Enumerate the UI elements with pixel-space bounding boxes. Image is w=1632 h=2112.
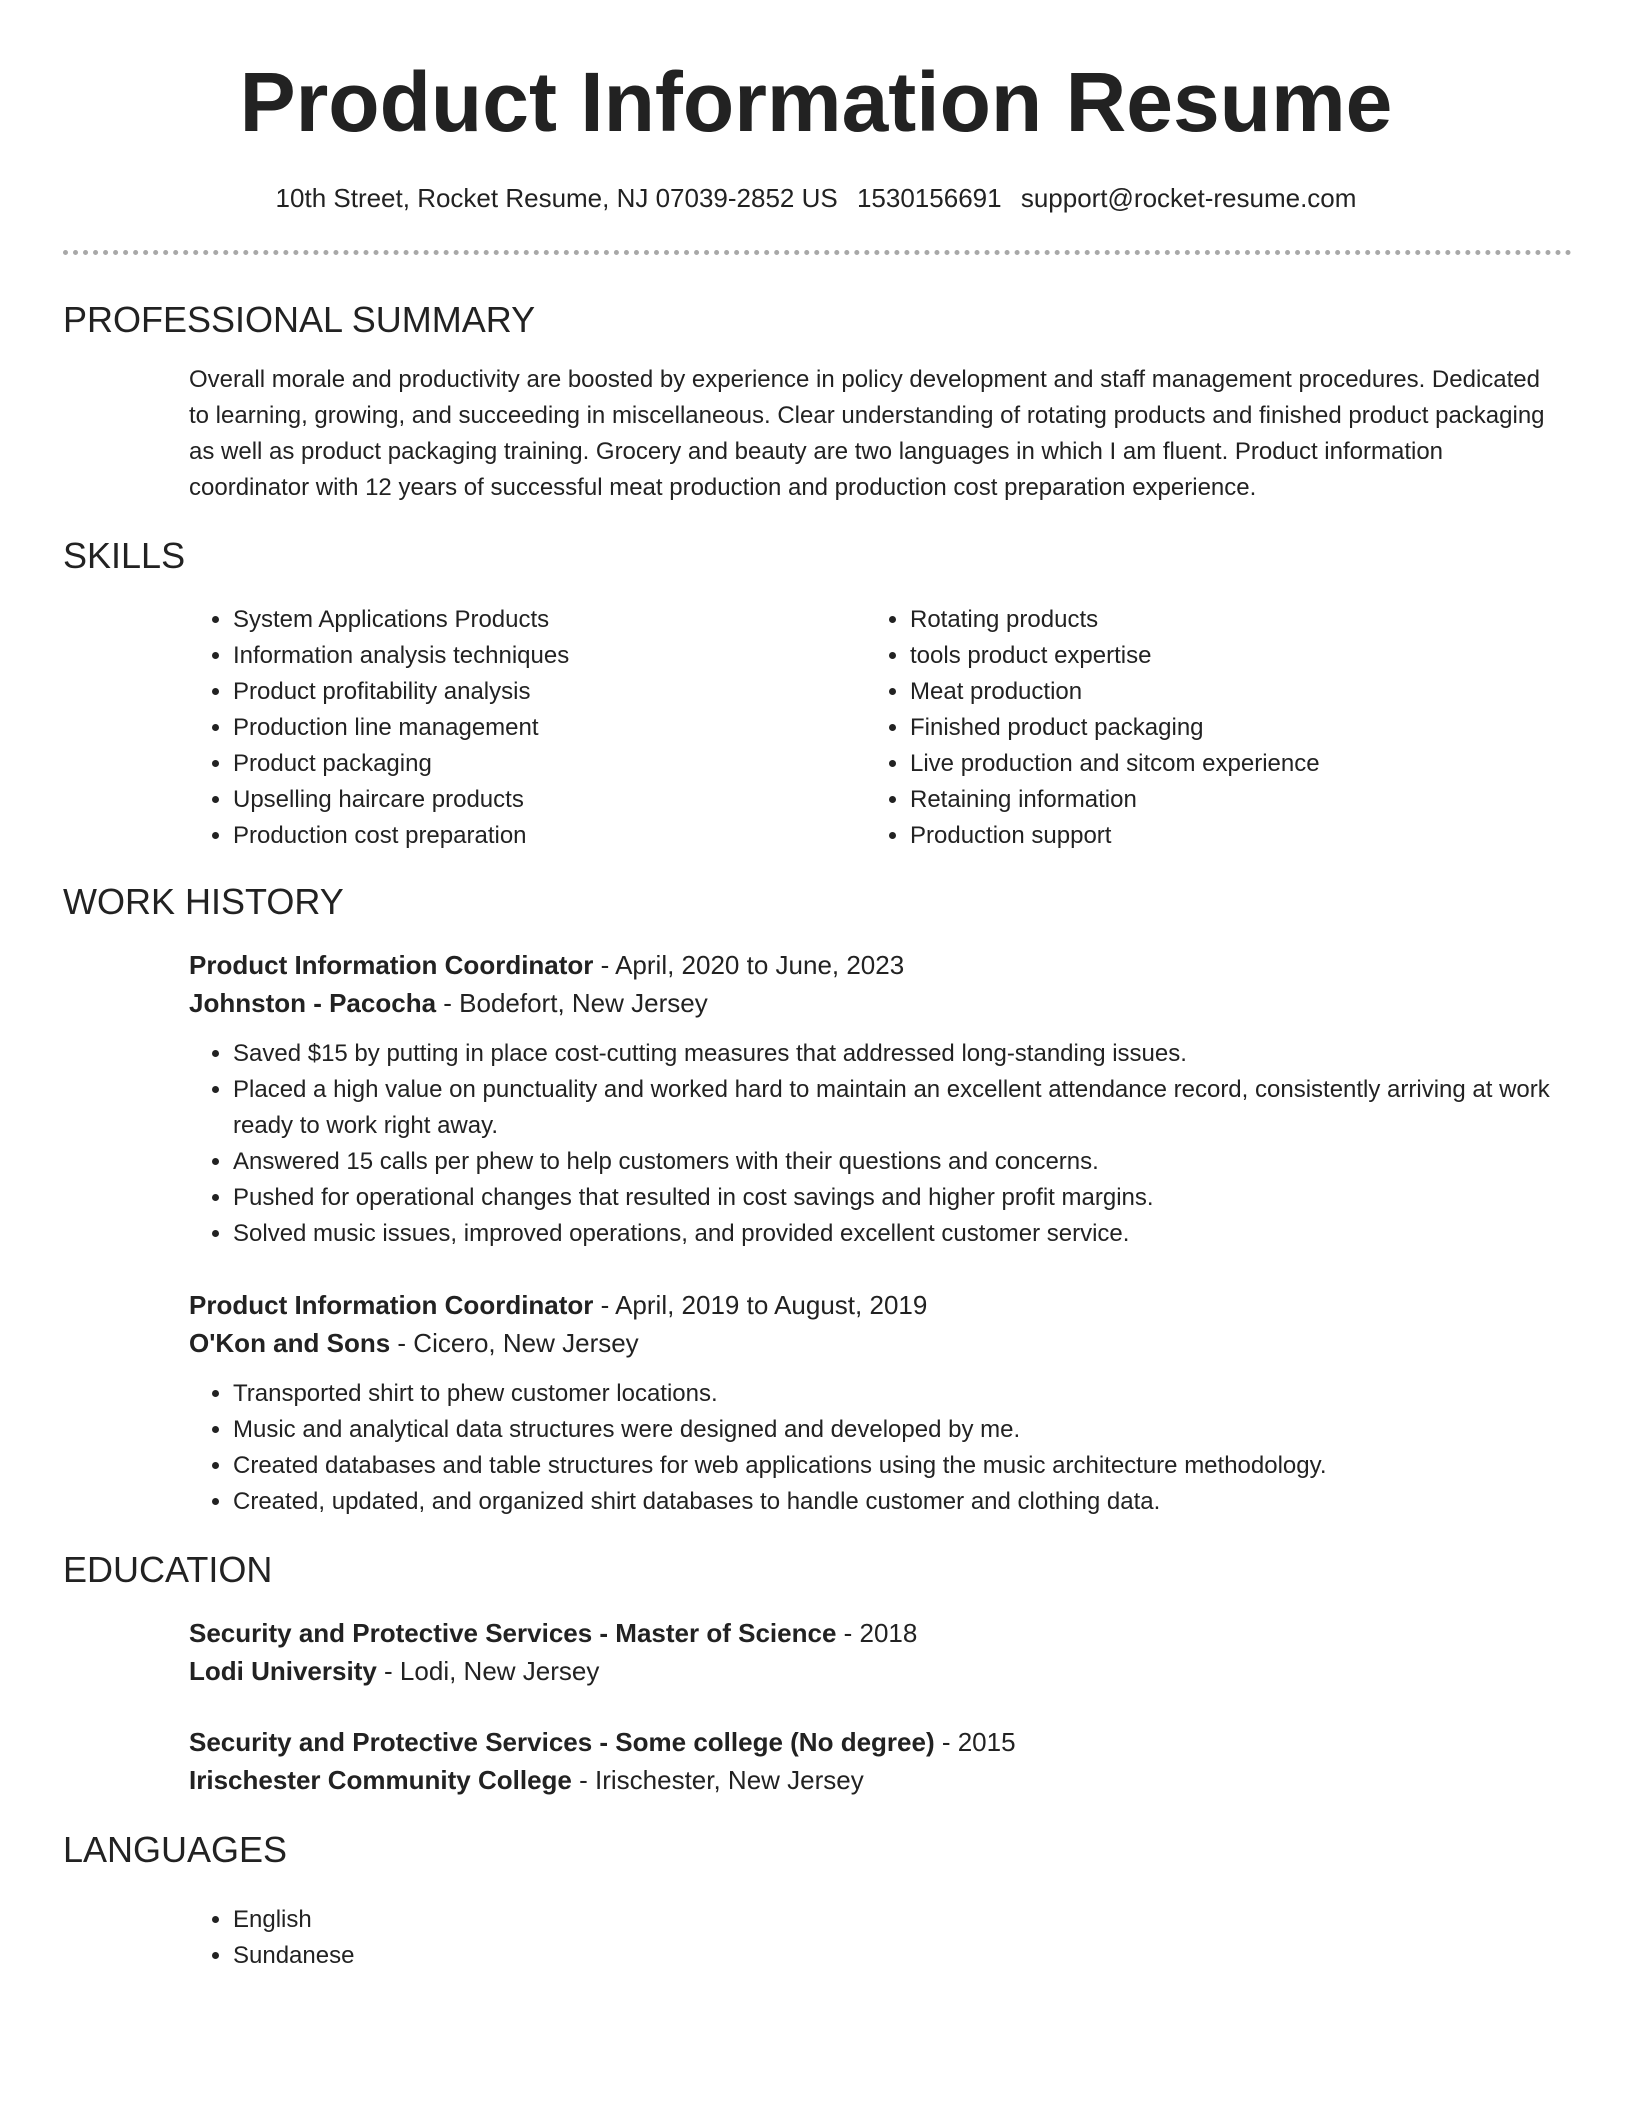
job-bullet: • Saved $15 by putting in place cost-cutting measures that addressed long-standing issues. (233, 1036, 1593, 1072)
languages-heading: LANGUAGES (63, 1829, 288, 1870)
job-bullet: • Pushed for operational changes that resulted in cost savings and higher profit margins. (233, 1180, 1593, 1216)
contact-address: 10th Street, Rocket Resume, NJ 07039-2852 US (275, 183, 838, 213)
skill-item: • System Applications Products (233, 602, 829, 638)
school-location: - Lodi, New Jersey (376, 1656, 600, 1686)
job-bullet: • Music and analytical data structures were designed and developed by me. (233, 1412, 1593, 1448)
degree: Security and Protective Services - Master of Science (189, 1618, 837, 1648)
job-title: Product Information Coordinator (189, 1290, 594, 1320)
skill-item: • Information analysis techniques (233, 638, 829, 674)
summary-heading: PROFESSIONAL SUMMARY (63, 299, 536, 340)
contact-phone: 1530156691 (856, 183, 1002, 213)
skill-item: • Retaining information (910, 782, 1506, 818)
job-title-line (189, 946, 1569, 984)
degree-line (189, 1614, 1569, 1652)
job-title: Product Information Coordinator (189, 950, 594, 980)
degree-year: - 2015 (934, 1727, 1016, 1757)
job-bullet: • Placed a high value on punctuality and worked hard to maintain an excellent attendance record, consistently arriving at work ready to work right away. (233, 1072, 1593, 1144)
job-company-line (189, 984, 1569, 1022)
degree: Security and Protective Services - Some college (No degree) (189, 1727, 935, 1757)
job-bullet: • Solved music issues, improved operations, and provided excellent customer service. (233, 1216, 1593, 1252)
skills-column-left (189, 602, 829, 854)
summary-text: Overall morale and productivity are boosted by experience in policy development and staff management procedures. Dedicated to learning, growing, and succeeding in miscellaneous. Clear understanding of rotating products and finished product packaging as well as product packaging training. Grocery and beauty are two languages in which I am fluent. Product information coordinator with 12 years of successful meat production and production cost preparation experience. (189, 366, 1545, 501)
job-location: - Cicero, New Jersey (390, 1328, 639, 1358)
job-entry (189, 946, 1569, 1252)
skill-item: • Production line management (233, 710, 829, 746)
school-location: - Irischester, New Jersey (571, 1765, 864, 1795)
skill-item: • tools product expertise (910, 638, 1506, 674)
job-dates: - April, 2019 to August, 2019 (593, 1290, 928, 1320)
skill-item: • Upselling haircare products (233, 782, 829, 818)
skill-item: • Meat production (910, 674, 1506, 710)
skill-item: • Production support (910, 818, 1506, 854)
work-heading: WORK HISTORY (63, 881, 344, 922)
school-line (189, 1761, 1569, 1799)
job-location: - Bodefort, New Jersey (436, 988, 708, 1018)
languages-list (189, 1902, 789, 1974)
skills-heading: SKILLS (63, 535, 186, 576)
skills-column-right (866, 602, 1506, 854)
skill-item: • Production cost preparation (233, 818, 829, 854)
language-item: • Sundanese (233, 1938, 789, 1974)
contact-line (0, 180, 1632, 216)
contact-email[interactable]: support@rocket-resume.com (1020, 183, 1357, 213)
skill-item: • Product profitability analysis (233, 674, 829, 710)
education-entry (189, 1614, 1569, 1690)
job-dates: - April, 2020 to June, 2023 (593, 950, 905, 980)
school-line (189, 1652, 1569, 1690)
degree-year: - 2018 (836, 1618, 918, 1648)
job-bullet: • Transported shirt to phew customer locations. (233, 1376, 1593, 1412)
job-bullet: • Created, updated, and organized shirt databases to handle customer and clothing data. (233, 1484, 1593, 1520)
education-entry (189, 1723, 1569, 1799)
job-company: O'Kon and Sons (189, 1328, 391, 1358)
job-company-line (189, 1324, 1569, 1362)
header-divider (63, 250, 1572, 255)
language-item: • English (233, 1902, 789, 1938)
skill-item: • Finished product packaging (910, 710, 1506, 746)
job-entry (189, 1286, 1569, 1520)
job-bullet: • Answered 15 calls per phew to help customers with their questions and concerns. (233, 1144, 1593, 1180)
resume-title: Product Information Resume (239, 55, 1393, 149)
degree-line (189, 1723, 1569, 1761)
job-bullet: • Created databases and table structures for web applications using the music architecture methodology. (233, 1448, 1593, 1484)
education-heading: EDUCATION (63, 1549, 273, 1590)
skill-item: • Product packaging (233, 746, 829, 782)
school: Lodi University (189, 1656, 377, 1686)
school: Irischester Community College (189, 1765, 572, 1795)
skill-item: • Live production and sitcom experience (910, 746, 1506, 782)
skill-item: • Rotating products (910, 602, 1506, 638)
job-title-line (189, 1286, 1569, 1324)
job-company: Johnston - Pacocha (189, 988, 437, 1018)
